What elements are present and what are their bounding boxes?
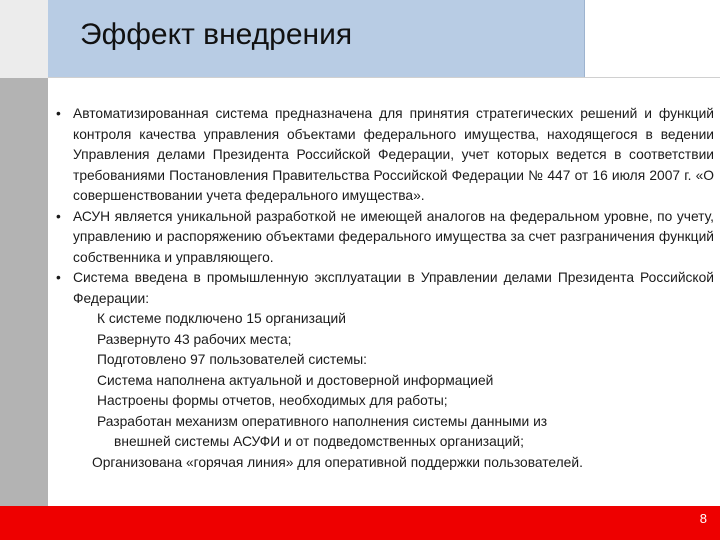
sub-item-continuation: внешней системы АСУФИ и от подведомственных организаций; [114,434,524,449]
sub-item: Организована «горячая линия» для оперативной поддержки пользователей. [92,454,583,470]
bullet-text: Система введена в промышленную эксплуатации в Управлении делами Президента Российской Федерации: [73,270,714,306]
bullet-item [52,104,714,207]
page-number: 8 [699,511,707,526]
sub-item: Подготовлено 97 пользователей системы: [97,352,368,367]
sub-item-wrapped [52,412,714,453]
bullet-dot: • [56,270,61,285]
bullet-dot: • [56,106,61,121]
left-decor-strip [0,78,48,506]
bullet-text: АСУН является уникальной разработкой не имеющей аналогов на федеральном уровне, по учету, управлению и распоряжению объектами федерального имущества за счет разграничения функций собственника и управляющего. [73,208,714,265]
slide-title: Эффект внедрения [80,18,353,51]
bullet-dot: • [56,208,61,224]
sub-item: К системе подключено 15 организаций [97,311,346,326]
sub-item: Настроены формы отчетов, необходимых для работы; [97,393,448,408]
sub-item: Система наполнена актуальной и достоверной информацией [97,372,494,388]
title-divider [48,77,720,78]
bullet-item [52,207,714,269]
left-strip-top [0,0,48,78]
footer-bar [0,506,720,540]
sub-item: Развернуто 43 рабочих места; [97,331,292,347]
slide-content [52,104,714,473]
sub-item-line: Разработан механизм оперативного наполнения системы данными из [97,413,548,429]
bullet-text: Автоматизированная система предназначена для принятия стратегических решений и функций контроля качества управления объектами федерального имущества, находящегося в ведении Управления делами Президента Российской Федерации, учет которых ведется в соответствии требованиями Постановления Правительства Российской Федерации № 447 от 16 июля 2007 г. «О совершенствовании учета федерального имущества». [73,106,714,203]
bullet-item [52,268,714,309]
